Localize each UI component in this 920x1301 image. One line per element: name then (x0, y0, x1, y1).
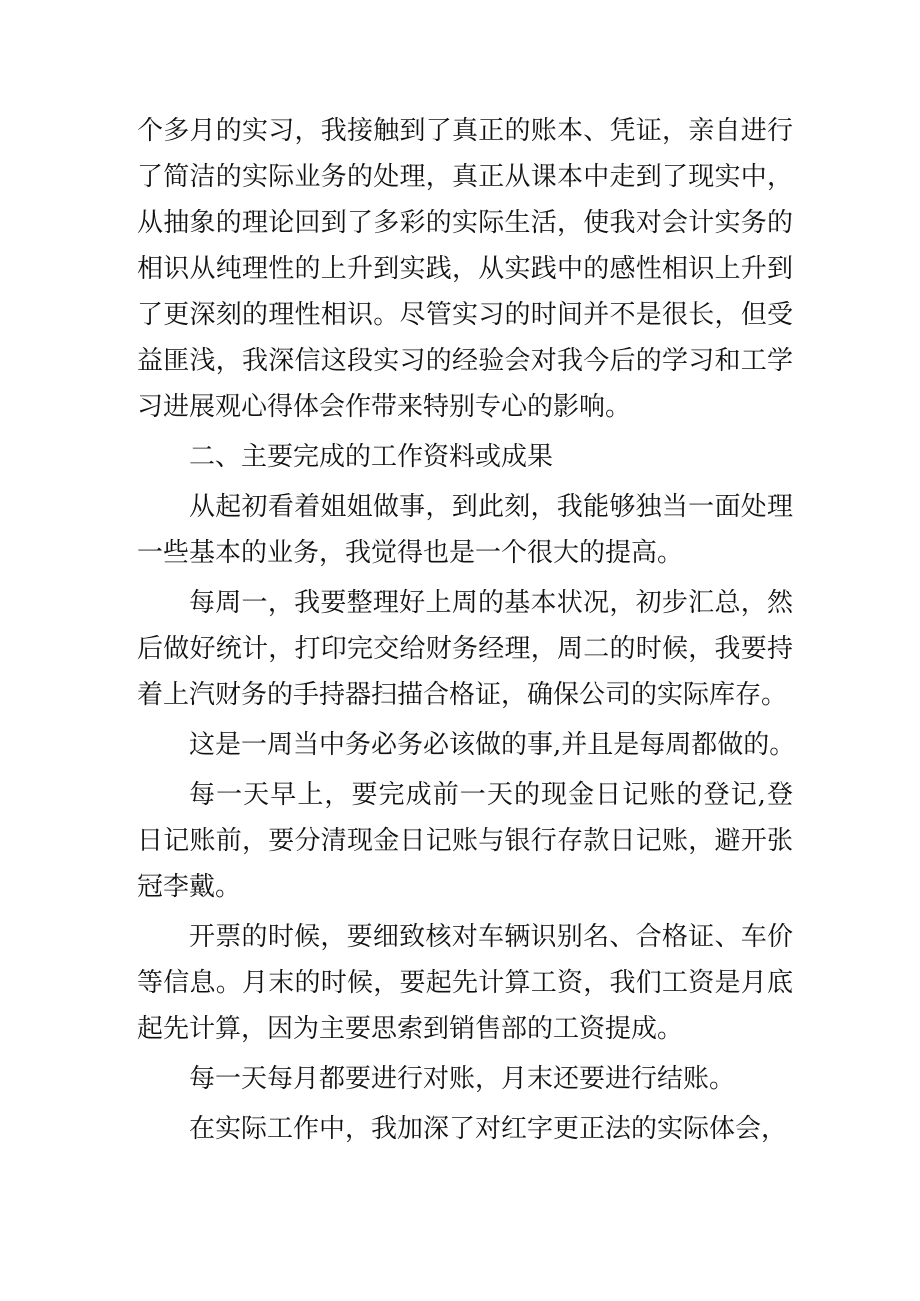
heading-text: 二、主要完成的工作资料或成果 (189, 442, 554, 472)
text-line: 每一天早上，要完成前一天的现金日记账的登记,登 (189, 780, 793, 810)
text-line: 后做好统计，打印完交给财务经理，周二的时候，我要持 (137, 634, 793, 664)
text-line: 相识从纯理性的上升到实践，从实践中的感性相识上升到 (137, 254, 793, 284)
text-line: 习进展观心得体会作带来特别专心的影响。 (137, 392, 632, 422)
paragraph-intro (137, 108, 793, 430)
text-line: 从抽象的理论回到了多彩的实际生活，使我对会计实务的 (137, 208, 793, 238)
text-line: 等信息。月末的时候，要起先计算工资，我们工资是月底 (137, 968, 793, 998)
text-line: 冠李戴。 (137, 872, 242, 902)
paragraph-red-correction (137, 1106, 793, 1152)
text-line: 了简洁的实际业务的处理，真正从课本中走到了现实中， (137, 162, 793, 192)
paragraph-weekly (137, 580, 793, 718)
text-line: 着上汽财务的手持器扫描合格证，确保公司的实际库存。 (137, 680, 788, 710)
paragraph-reconciliation (137, 1056, 793, 1102)
paragraph-invoicing (137, 914, 793, 1052)
text-line: 起先计算，因为主要思索到销售部的工资提成。 (137, 1014, 684, 1044)
document-body (137, 108, 796, 1152)
text-line: 日记账前，要分清现金日记账与银行存款日记账，避开张 (137, 826, 793, 856)
text-line: 一些基本的业务，我觉得也是一个很大的提高。 (137, 538, 684, 568)
text-line: 这是一周当中务必务必该做的事,并且是每周都做的。 (189, 730, 796, 760)
text-line: 开票的时候，要细致核对车辆识别名、合格证、车价 (189, 922, 793, 952)
paragraph-daily (137, 772, 793, 910)
text-line: 益匪浅，我深信这段实习的经验会对我今后的学习和工学 (137, 346, 793, 376)
text-line: 从起初看着姐姐做事，到此刻，我能够独当一面处理 (189, 492, 793, 522)
paragraph-weekly-note (137, 722, 796, 768)
text-line: 了更深刻的理性相识。尽管实习的时间并不是很长，但受 (137, 300, 793, 330)
paragraph-progress (137, 484, 793, 576)
text-line: 每一天每月都要进行对账，月末还要进行结账。 (189, 1064, 736, 1094)
text-line: 个多月的实习，我接触到了真正的账本、凭证，亲自进行 (137, 116, 793, 146)
text-line: 在实际工作中，我加深了对红字更正法的实际体会， (189, 1114, 788, 1144)
text-line: 每周一，我要整理好上周的基本状况，初步汇总，然 (189, 588, 793, 618)
section-heading (137, 434, 793, 480)
